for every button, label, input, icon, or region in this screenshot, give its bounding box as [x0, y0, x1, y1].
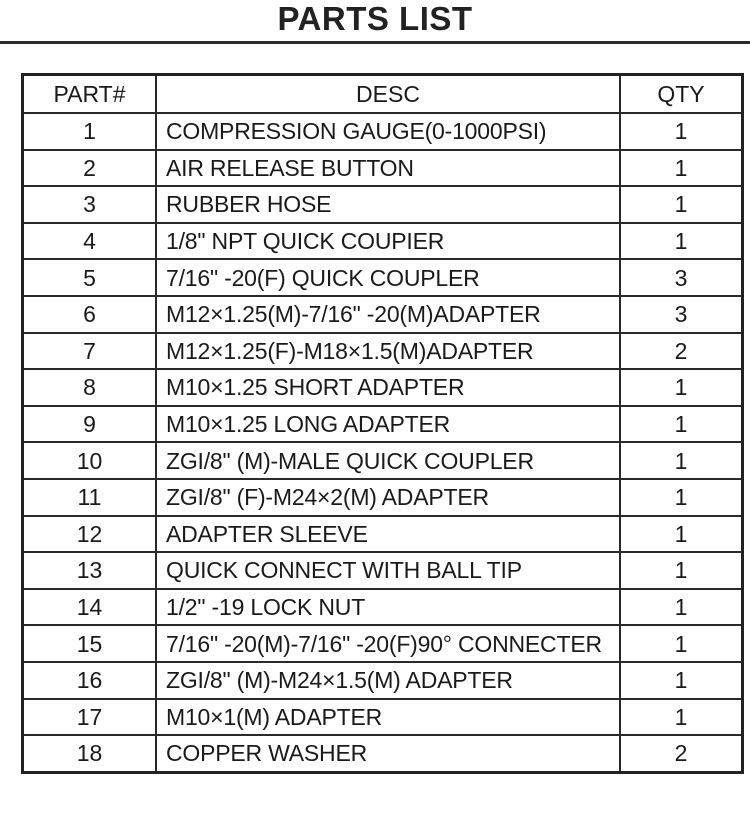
table-row — [23, 552, 743, 589]
quantity-cell: 1 — [620, 113, 743, 150]
part-number-cell: 16 — [23, 662, 157, 699]
quantity-cell: 3 — [620, 296, 743, 333]
part-number-cell: 10 — [23, 442, 157, 479]
quantity-cell: 1 — [620, 442, 743, 479]
table-row — [23, 406, 743, 443]
description-cell: M10×1.25 LONG ADAPTER — [156, 406, 620, 443]
description-cell: RUBBER HOSE — [156, 186, 620, 223]
quantity-cell: 1 — [620, 552, 743, 589]
table-row — [23, 186, 743, 223]
description-cell: AIR RELEASE BUTTON — [156, 150, 620, 187]
table-row — [23, 113, 743, 150]
part-number-cell: 17 — [23, 699, 157, 736]
page-title: PARTS LIST — [277, 0, 473, 37]
quantity-cell: 1 — [620, 479, 743, 516]
quantity-cell: 1 — [620, 223, 743, 260]
quantity-cell: 2 — [620, 333, 743, 370]
description-cell: ZGI/8" (M)-M24×1.5(M) ADAPTER — [156, 662, 620, 699]
quantity-cell: 3 — [620, 259, 743, 296]
table-row — [23, 259, 743, 296]
table-row — [23, 223, 743, 260]
table-body — [23, 113, 743, 772]
part-number-cell: 15 — [23, 625, 157, 662]
part-number-cell: 14 — [23, 589, 157, 626]
description-cell: M10×1.25 SHORT ADAPTER — [156, 369, 620, 406]
description-cell: M12×1.25(M)-7/16" -20(M)ADAPTER — [156, 296, 620, 333]
quantity-cell: 1 — [620, 406, 743, 443]
description-cell: ZGI/8" (F)-M24×2(M) ADAPTER — [156, 479, 620, 516]
quantity-cell: 1 — [620, 625, 743, 662]
part-number-cell: 3 — [23, 186, 157, 223]
table-row — [23, 625, 743, 662]
part-number-cell: 6 — [23, 296, 157, 333]
part-number-cell: 18 — [23, 735, 157, 772]
part-number-cell: 13 — [23, 552, 157, 589]
description-cell: ZGI/8" (M)-MALE QUICK COUPLER — [156, 442, 620, 479]
description-cell: QUICK CONNECT WITH BALL TIP — [156, 552, 620, 589]
description-cell: M12×1.25(F)-M18×1.5(M)ADAPTER — [156, 333, 620, 370]
table-row — [23, 296, 743, 333]
description-cell: ADAPTER SLEEVE — [156, 516, 620, 553]
table-row — [23, 699, 743, 736]
title-divider — [0, 41, 750, 44]
description-cell: 1/2" -19 LOCK NUT — [156, 589, 620, 626]
quantity-cell: 2 — [620, 735, 743, 772]
table-row — [23, 735, 743, 772]
table-row — [23, 479, 743, 516]
table-row — [23, 333, 743, 370]
quantity-cell: 1 — [620, 516, 743, 553]
quantity-cell: 1 — [620, 699, 743, 736]
part-number-cell: 1 — [23, 113, 157, 150]
quantity-cell: 1 — [620, 369, 743, 406]
description-cell: COMPRESSION GAUGE(0-1000PSI) — [156, 113, 620, 150]
column-header-desc: DESC — [156, 75, 620, 114]
table-row — [23, 589, 743, 626]
table-row — [23, 662, 743, 699]
quantity-cell: 1 — [620, 150, 743, 187]
part-number-cell: 8 — [23, 369, 157, 406]
column-header-part: PART# — [23, 75, 157, 114]
column-header-qty: QTY — [620, 75, 743, 114]
part-number-cell: 4 — [23, 223, 157, 260]
part-number-cell: 5 — [23, 259, 157, 296]
description-cell: 1/8" NPT QUICK COUPIER — [156, 223, 620, 260]
description-cell: 7/16" -20(F) QUICK COUPLER — [156, 259, 620, 296]
quantity-cell: 1 — [620, 662, 743, 699]
description-cell: M10×1(M) ADAPTER — [156, 699, 620, 736]
quantity-cell: 1 — [620, 186, 743, 223]
part-number-cell: 11 — [23, 479, 157, 516]
table-row — [23, 516, 743, 553]
description-cell: 7/16" -20(M)-7/16" -20(F)90° CONNECTER — [156, 625, 620, 662]
quantity-cell: 1 — [620, 589, 743, 626]
table-row — [23, 369, 743, 406]
description-cell: COPPER WASHER — [156, 735, 620, 772]
part-number-cell: 9 — [23, 406, 157, 443]
part-number-cell: 12 — [23, 516, 157, 553]
part-number-cell: 7 — [23, 333, 157, 370]
part-number-cell: 2 — [23, 150, 157, 187]
parts-table — [21, 73, 744, 774]
table-row — [23, 442, 743, 479]
table-header-row — [23, 75, 743, 114]
table-row — [23, 150, 743, 187]
